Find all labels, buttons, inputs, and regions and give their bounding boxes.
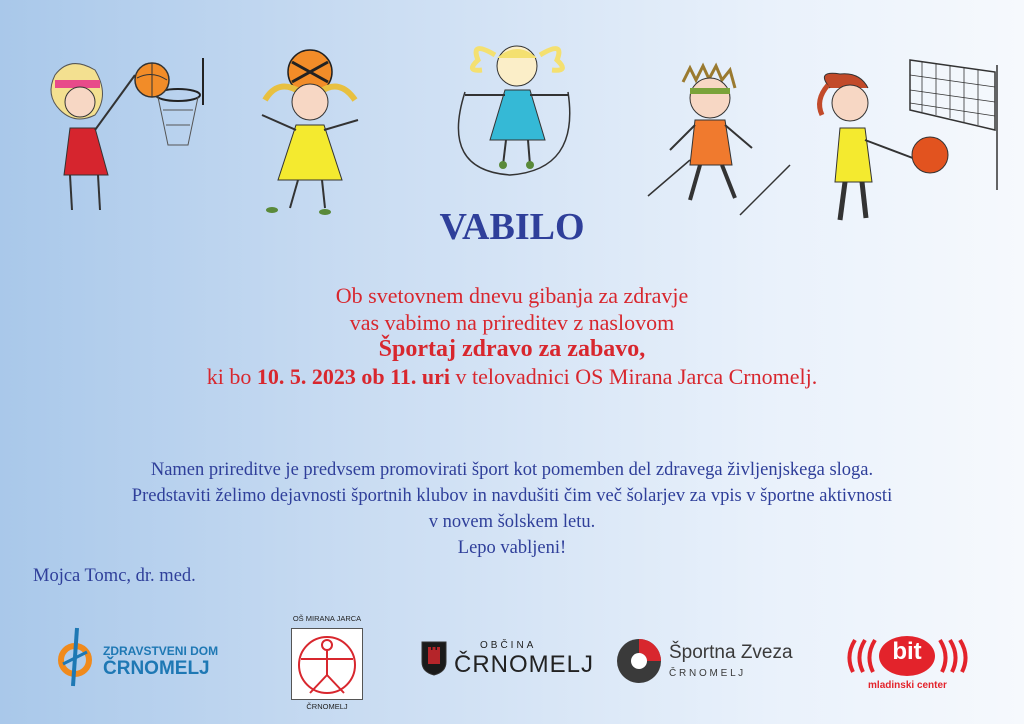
sz-main: Športna Zveza bbox=[669, 642, 793, 663]
bit-main: bit bbox=[892, 638, 922, 665]
zd-line1: ZDRAVSTVENI DOM bbox=[103, 644, 219, 658]
invitation-text bbox=[0, 282, 1024, 390]
dancing-girl-drawing bbox=[262, 50, 358, 215]
invite-line-4-pre: ki bo bbox=[206, 364, 257, 389]
volleyball-girl-drawing bbox=[820, 60, 997, 220]
logos-row bbox=[0, 612, 1024, 722]
sports-illustrations bbox=[0, 0, 1024, 230]
school-name-bottom: ČRNOMELJ bbox=[306, 702, 348, 711]
obcina-top: OBČINA bbox=[480, 640, 537, 651]
event-date: 10. 5. 2023 ob 11. uri bbox=[256, 364, 451, 389]
sz-sub: Č R N O M E L J bbox=[669, 668, 744, 679]
obcina-main: ČRNOMELJ bbox=[454, 651, 595, 678]
coat-of-arms-icon bbox=[420, 640, 448, 676]
zd-line2: ČRNOMELJ bbox=[103, 658, 210, 679]
desc-line-1: Namen prireditve je predvsem promovirati šport kot pomemben del zdravega življenjskega sloga. bbox=[150, 460, 874, 480]
event-name: Športaj zdravo za zabavo, bbox=[378, 336, 646, 362]
invite-line-4-post: v telovadnici OS Mirana Jarca Crnomelj. bbox=[450, 364, 818, 389]
basketball-girl-drawing bbox=[51, 58, 203, 210]
health-center-icon bbox=[55, 624, 105, 688]
desc-line-4: Lepo vabljeni! bbox=[457, 538, 567, 558]
invite-line-2: vas vabimo na prireditev z naslovom bbox=[349, 310, 675, 335]
jumprope-girl-drawing bbox=[458, 46, 569, 175]
signature: Mojca Tomc, dr. med. bbox=[33, 566, 196, 586]
school-emblem bbox=[291, 628, 363, 700]
page-title: VABILO bbox=[439, 206, 585, 248]
sz-swirl-icon bbox=[613, 634, 665, 688]
invite-line-1: Ob svetovnem dnevu gibanja za zdravje bbox=[335, 283, 689, 308]
bit-mladinski-center-logo bbox=[845, 634, 970, 696]
vitruvian-icon bbox=[292, 629, 362, 699]
running-boy-drawing bbox=[648, 66, 790, 215]
sportna-zveza-logo bbox=[613, 634, 813, 694]
zd-crnomelj-logo bbox=[55, 624, 245, 688]
description-text bbox=[0, 457, 1024, 561]
desc-line-2: Predstaviti želimo dejavnosti športnih klubov in navdušiti čim več šolarjev za vpis v športne aktivnosti bbox=[131, 486, 893, 506]
bit-sub: mladinski center bbox=[868, 680, 947, 691]
school-logo bbox=[282, 614, 372, 714]
school-name-top: OŠ MIRANA JARCA bbox=[292, 614, 362, 623]
obcina-logo bbox=[420, 640, 595, 684]
invite-line-4 bbox=[0, 363, 1024, 390]
desc-line-3: v novem šolskem letu. bbox=[428, 512, 596, 532]
